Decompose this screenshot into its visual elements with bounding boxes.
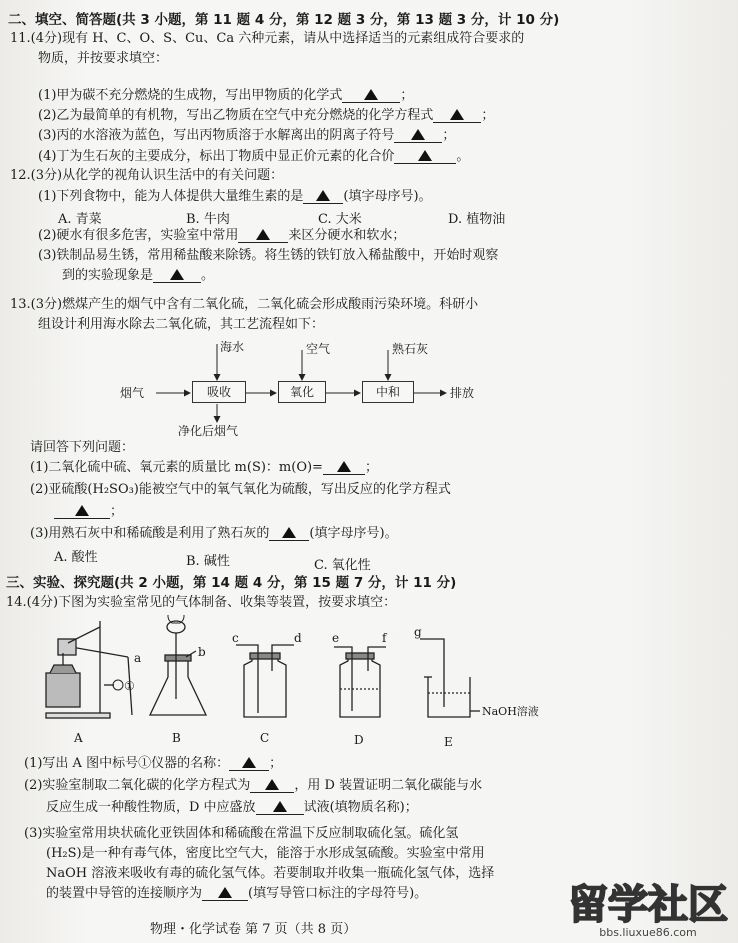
answer-blank[interactable] bbox=[342, 88, 400, 103]
q12-sub2 bbox=[38, 228, 405, 244]
answer-blank[interactable] bbox=[250, 778, 294, 793]
flow-box-oxidize: 氧化 bbox=[278, 381, 326, 403]
blank-triangle-icon bbox=[282, 527, 296, 538]
q14-sub2-line1 bbox=[24, 778, 482, 794]
q11-sub4: (4)丁为生石灰的主要成分，标出丁物质中显正价元素的化合价 。 bbox=[38, 149, 470, 164]
flow-label-lime: 熟石灰 bbox=[392, 342, 429, 356]
answer-blank[interactable] bbox=[394, 128, 442, 143]
q13-option-b: B. 碱性 bbox=[186, 554, 230, 569]
blank-triangle-icon bbox=[337, 461, 351, 472]
answer-blank[interactable] bbox=[54, 504, 110, 519]
label-naoh-solution: NaOH溶液 bbox=[482, 705, 539, 718]
label-c: c bbox=[232, 631, 239, 645]
q11-sub3: (3)丙的水溶液为蓝色，写出丙物质溶于水解离出的阴离子符号 ； bbox=[38, 128, 456, 143]
q11-line2: 物质，并按要求填空： bbox=[38, 51, 169, 66]
watermark-url: bbs.liuxue86.com bbox=[599, 926, 697, 939]
answer-blank[interactable] bbox=[238, 228, 288, 243]
flow-label-air: 空气 bbox=[306, 342, 331, 356]
label-g: g bbox=[414, 625, 422, 639]
answer-blank[interactable] bbox=[229, 756, 269, 771]
q13-option-c: C. 氧化性 bbox=[314, 558, 371, 573]
label-e: e bbox=[332, 631, 340, 645]
flow-box-absorb: 吸收 bbox=[192, 381, 246, 403]
caption-b: B bbox=[172, 731, 181, 745]
process-flow-diagram bbox=[120, 336, 480, 436]
q12-option-d: D. 植物油 bbox=[448, 212, 506, 227]
q12-option-c: C. 大米 bbox=[318, 212, 362, 227]
answer-blank[interactable] bbox=[394, 149, 456, 164]
q14-line1: 14.(4分)下图为实验室常见的气体制备、收集等装置，按要求填空： bbox=[6, 595, 397, 610]
section-3-title: 三、实验、探究题(共 2 小题，第 14 题 4 分，第 15 题 7 分，计 11 分) bbox=[6, 575, 457, 591]
q12-sub1-text: (1)下列食物中，能为人体提供大量维生素的是 bbox=[38, 189, 304, 204]
q14-sub1-text: (1)写出 A 图中标号①仪器的名称： bbox=[24, 756, 230, 771]
q14-sub3-line1: (3)实验室常用块状硫化亚铁固体和稀硫酸在常温下反应制取硫化氢。硫化氢 bbox=[24, 826, 459, 841]
flow-label-seawater: 海水 bbox=[220, 340, 245, 354]
caption-d: D bbox=[354, 733, 364, 747]
flow-box-neutralize: 中和 bbox=[362, 381, 414, 403]
q11-sub1-text: (1)甲为碳不充分燃烧的生成物，写出甲物质的化学式 bbox=[38, 88, 343, 103]
apparatus-d bbox=[334, 647, 386, 717]
q13-ask: 请回答下列问题： bbox=[30, 440, 135, 455]
q11-sub2: (2)乙为最简单的有机物，写出乙物质在空气中充分燃烧的化学方程式 ； bbox=[38, 108, 495, 123]
page-footer: 物理・化学试卷 第 7 页（共 8 页） bbox=[150, 922, 357, 937]
apparatus-b bbox=[150, 615, 206, 715]
q11-line1: 11.(4分)现有 H、C、O、S、Cu、Ca 六种元素，请从中选择适当的元素组成符合要求的 bbox=[10, 31, 525, 46]
answer-blank[interactable] bbox=[153, 268, 201, 283]
blank-triangle-icon bbox=[242, 757, 256, 768]
blank-triangle-icon bbox=[450, 109, 464, 120]
q14-sub2-text: (2)实验室制取二氧化碳的化学方程式为 bbox=[24, 778, 251, 793]
q13-sub1: (1)二氧化硫中硫、氧元素的质量比 m(S)：m(O)= ； bbox=[30, 460, 378, 475]
q12-option-a: A. 青菜 bbox=[58, 212, 102, 227]
q12-sub3-line1: (3)铁制品易生锈，常用稀盐酸来除锈。将生锈的铁钉放入稀盐酸中，开始时观察 bbox=[38, 248, 499, 263]
answer-blank[interactable] bbox=[256, 800, 304, 815]
q11-sub3-text: (3)丙的水溶液为蓝色，写出丙物质溶于水解离出的阴离子符号 bbox=[38, 128, 395, 143]
label-d: d bbox=[294, 631, 302, 645]
answer-blank[interactable] bbox=[269, 526, 309, 541]
q14-sub3-line4 bbox=[46, 886, 427, 902]
label-mark-1: ① bbox=[124, 679, 135, 693]
blank-triangle-icon bbox=[411, 129, 425, 140]
answer-blank[interactable] bbox=[303, 189, 343, 204]
caption-c: C bbox=[260, 731, 270, 745]
q13-option-a: A. 酸性 bbox=[54, 550, 98, 565]
blank-triangle-icon bbox=[256, 229, 270, 240]
q12-sub2-tail: 来区分硬水和软水； bbox=[288, 228, 406, 243]
answer-blank[interactable] bbox=[202, 886, 248, 901]
label-f: f bbox=[382, 631, 387, 645]
blank-triangle-icon bbox=[418, 150, 432, 161]
q14-sub1: (1)写出 A 图中标号①仪器的名称： ； bbox=[24, 756, 283, 771]
flow-label-smoke: 烟气 bbox=[120, 386, 145, 400]
q14-sub3-line3: NaOH 溶液来吸收有毒的硫化氢气体。若要制取并收集一瓶硫化氢气体，选择 bbox=[46, 866, 495, 881]
q13-sub2-line2: ； bbox=[54, 504, 123, 520]
q12-sub3-line2: 到的实验现象是 。 bbox=[62, 268, 215, 283]
q14-sub3-text: 的装置中导管的连接顺序为 bbox=[46, 886, 203, 901]
q13-sub1-text: (1)二氧化硫中硫、氧元素的质量比 m(S)：m(O)= bbox=[30, 460, 323, 475]
answer-blank[interactable] bbox=[433, 108, 481, 123]
q14-sub3-line2: (H₂S)是一种有毒气体，密度比空气大，能溶于水形成氢硫酸。实验室中常用 bbox=[46, 846, 485, 861]
caption-e: E bbox=[444, 735, 453, 749]
q11-sub1: (1)甲为碳不充分燃烧的生成物，写出甲物质的化学式 ； bbox=[38, 88, 414, 103]
blank-triangle-icon bbox=[364, 89, 378, 100]
q13-sub2-line1: (2)亚硫酸(H₂SO₃)能被空气中的氧气氧化为硫酸，写出反应的化学方程式 bbox=[30, 482, 451, 497]
caption-a: A bbox=[74, 731, 83, 745]
blank-triangle-icon bbox=[75, 505, 89, 516]
q14-sub2-line2 bbox=[46, 800, 418, 816]
watermark-brand: 留学社区 bbox=[568, 882, 728, 928]
q14-sub2-tail: ，用 D 装置证明二氧化碳能与水 bbox=[294, 778, 483, 793]
apparatus-a bbox=[46, 621, 132, 718]
watermark-logo bbox=[568, 884, 728, 939]
section-2-title: 二、填空、简答题(共 3 小题，第 11 题 4 分，第 12 题 3 分，第 13 题 3 分，计 10 分) bbox=[8, 12, 560, 28]
answer-blank[interactable] bbox=[323, 460, 365, 475]
q13-line1: 13.(3分)燃煤产生的烟气中含有二氧化硫，二氧化硫会形成酸雨污染环境。科研小 bbox=[10, 297, 479, 312]
q12-sub3-text: 到的实验现象是 bbox=[62, 268, 154, 283]
flow-label-clean-smoke: 净化后烟气 bbox=[178, 424, 239, 438]
apparatus-c bbox=[236, 645, 294, 717]
q11-sub2-text: (2)乙为最简单的有机物，写出乙物质在空气中充分燃烧的化学方程式 bbox=[38, 108, 434, 123]
q12-sub1 bbox=[38, 189, 432, 205]
q14-sub2-hint: 试液(填物质名称)； bbox=[303, 800, 418, 815]
q13-sub3-hint: (填字母序号)。 bbox=[309, 526, 398, 541]
apparatus-figure bbox=[40, 615, 540, 755]
q13-line2: 组设计利用海水除去二氧化硫，其工艺流程如下： bbox=[38, 317, 325, 332]
apparatus-drawing bbox=[40, 615, 540, 755]
q12-sub1-hint: (填字母序号)。 bbox=[343, 189, 432, 204]
blank-triangle-icon bbox=[265, 779, 279, 790]
q13-sub3 bbox=[30, 526, 398, 542]
q12-option-b: B. 牛肉 bbox=[186, 212, 230, 227]
q14-sub3-hint: (填写导管口标注的字母符号)。 bbox=[248, 886, 428, 901]
blank-triangle-icon bbox=[218, 887, 232, 898]
blank-triangle-icon bbox=[273, 801, 287, 812]
q13-sub3-text: (3)用熟石灰中和稀硫酸是利用了熟石灰的 bbox=[30, 526, 270, 541]
flow-label-discharge: 排放 bbox=[450, 386, 475, 400]
q12-line1: 12.(3分)从化学的视角认识生活中的有关问题： bbox=[10, 168, 284, 183]
label-a: a bbox=[134, 651, 142, 665]
q11-sub4-text: (4)丁为生石灰的主要成分，标出丁物质中显正价元素的化合价 bbox=[38, 149, 395, 164]
apparatus-e bbox=[420, 639, 480, 717]
blank-triangle-icon bbox=[170, 269, 184, 280]
q14-sub2-text2: 反应生成一种酸性物质，D 中应盛放 bbox=[46, 800, 256, 815]
label-b-port: b bbox=[198, 645, 206, 659]
blank-triangle-icon bbox=[316, 190, 330, 201]
q12-sub2-text: (2)硬水有很多危害，实验室中常用 bbox=[38, 228, 239, 243]
